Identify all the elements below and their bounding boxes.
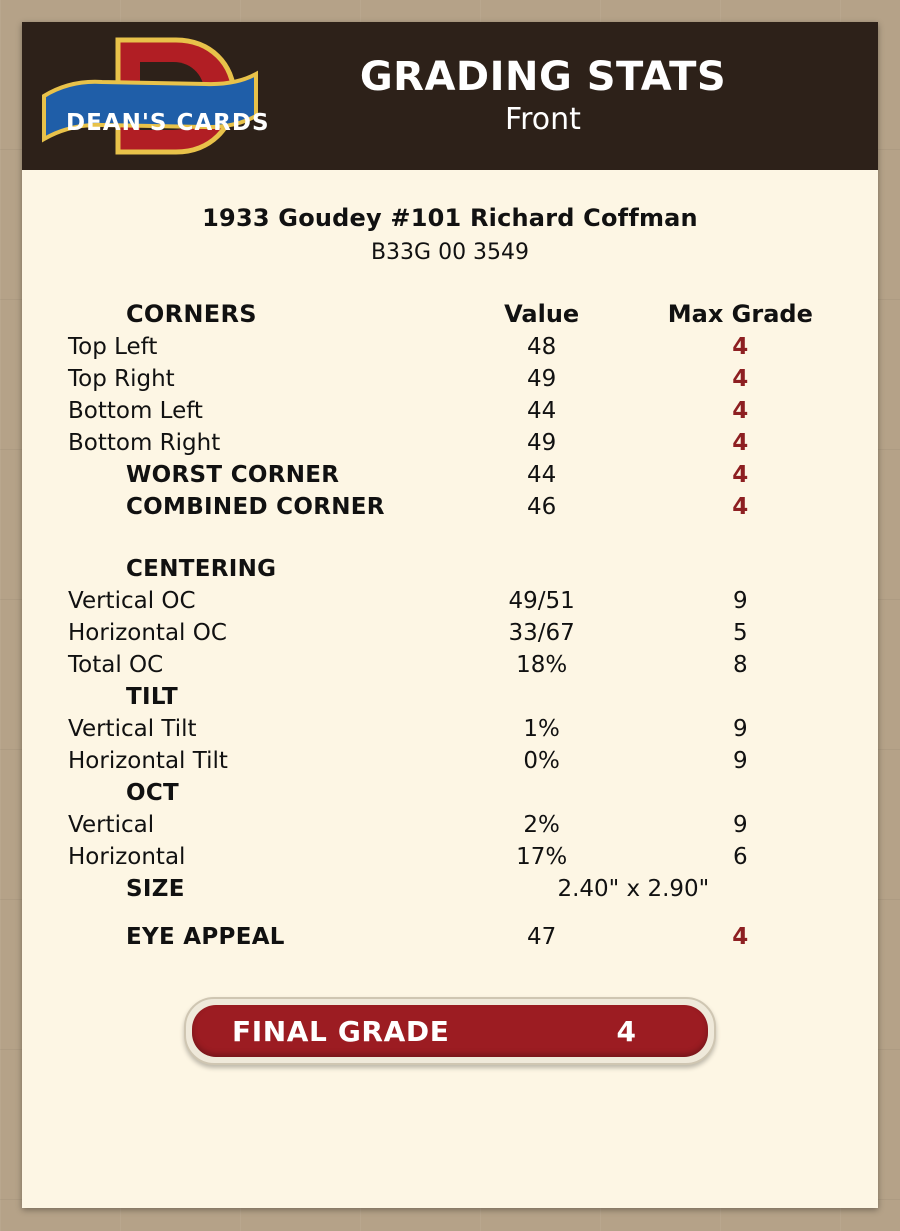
- row-grade-oct-vertical: 9: [732, 812, 748, 838]
- row-grade-eye-appeal: 4: [732, 924, 749, 950]
- size-section-header: SIZE: [126, 876, 185, 902]
- table-row: [68, 713, 832, 745]
- row-label-bottom-left: Bottom Left: [68, 398, 203, 424]
- page-subtitle: Front: [505, 101, 581, 137]
- final-grade-label: FINAL GRADE: [232, 1014, 450, 1048]
- table-row: [68, 841, 832, 873]
- column-header-max-grade: Max Grade: [667, 300, 813, 328]
- table-row: [68, 873, 832, 905]
- table-row: [68, 809, 832, 841]
- final-grade-area: [68, 997, 832, 1065]
- grading-report-sheet: [22, 22, 878, 1208]
- row-grade-total-oc: 8: [732, 652, 748, 678]
- row-label-top-left: Top Left: [68, 334, 158, 360]
- table-row: [68, 745, 832, 777]
- grading-stats-table: [68, 297, 832, 953]
- row-grade-top-right: 4: [732, 366, 749, 392]
- corners-section-header: CORNERS: [126, 300, 257, 328]
- column-header-value: Value: [504, 300, 580, 328]
- row-grade-horizontal-tilt: 9: [732, 748, 748, 774]
- row-value-horizontal-tilt: 0%: [523, 748, 560, 774]
- spacer: [68, 523, 832, 553]
- row-grade-vertical-tilt: 9: [732, 716, 748, 742]
- row-value-top-left: 48: [527, 334, 557, 360]
- table-row: [68, 331, 832, 363]
- table-row: [68, 617, 832, 649]
- oct-section-header: OCT: [126, 780, 180, 806]
- row-value-combined-corner: 46: [527, 494, 557, 520]
- table-row: [68, 777, 832, 809]
- table-row: [68, 585, 832, 617]
- row-label-oct-vertical: Vertical: [68, 812, 155, 838]
- row-label-vertical-oc: Vertical OC: [68, 588, 196, 614]
- table-row: [68, 921, 832, 953]
- row-value-horizontal-oc: 33/67: [508, 620, 575, 646]
- row-value-top-right: 49: [527, 366, 557, 392]
- row-label-horizontal-oc: Horizontal OC: [68, 620, 227, 646]
- table-row: [68, 491, 832, 523]
- final-grade-bar: [192, 1005, 708, 1057]
- table-row: [68, 427, 832, 459]
- row-value-oct-horizontal: 17%: [516, 844, 568, 870]
- row-value-bottom-left: 44: [527, 398, 557, 424]
- svg-text:DEAN'S CARDS: DEAN'S CARDS: [66, 110, 270, 136]
- table-row: [68, 681, 832, 713]
- row-grade-combined-corner: 4: [732, 494, 749, 520]
- row-grade-oct-horizontal: 6: [732, 844, 748, 870]
- table-row: [68, 363, 832, 395]
- row-value-vertical-tilt: 1%: [523, 716, 560, 742]
- card-serial: B33G 00 3549: [370, 240, 530, 265]
- final-grade-value: 4: [616, 1014, 636, 1048]
- table-row: [68, 553, 832, 585]
- row-label-oct-horizontal: Horizontal: [68, 844, 186, 870]
- report-body: [22, 170, 878, 1065]
- row-grade-top-left: 4: [732, 334, 749, 360]
- row-value-worst-corner: 44: [527, 462, 557, 488]
- page-title: GRADING STATS: [359, 53, 727, 100]
- row-value-total-oc: 18%: [516, 652, 568, 678]
- tilt-section-header: TILT: [126, 684, 178, 710]
- row-label-total-oc: Total OC: [68, 652, 164, 678]
- row-label-worst-corner: WORST CORNER: [126, 462, 340, 488]
- row-grade-horizontal-oc: 5: [732, 620, 748, 646]
- row-label-bottom-right: Bottom Right: [68, 430, 221, 456]
- centering-section-header: CENTERING: [126, 556, 277, 582]
- row-grade-bottom-right: 4: [732, 430, 749, 456]
- row-value-bottom-right: 49: [527, 430, 557, 456]
- row-value-eye-appeal: 47: [527, 924, 557, 950]
- row-grade-worst-corner: 4: [732, 462, 749, 488]
- table-row: [68, 459, 832, 491]
- row-label-horizontal-tilt: Horizontal Tilt: [68, 748, 228, 774]
- final-grade-frame: [184, 997, 716, 1065]
- row-label-combined-corner: COMBINED CORNER: [126, 494, 385, 520]
- row-value-oct-vertical: 2%: [523, 812, 560, 838]
- row-value-vertical-oc: 49/51: [508, 588, 575, 614]
- row-label-top-right: Top Right: [68, 366, 175, 392]
- row-label-vertical-tilt: Vertical Tilt: [68, 716, 197, 742]
- row-value-size: 2.40" x 2.90": [557, 876, 710, 902]
- card-title: 1933 Goudey #101 Richard Coffman: [202, 204, 698, 232]
- deans-cards-logo: [22, 22, 278, 170]
- report-header: [22, 22, 878, 170]
- eye-appeal-section-header: EYE APPEAL: [126, 924, 285, 950]
- row-grade-bottom-left: 4: [732, 398, 749, 424]
- table-header-row: [68, 297, 832, 331]
- spacer: [68, 905, 832, 921]
- header-title-block: [278, 53, 878, 137]
- table-row: [68, 395, 832, 427]
- row-grade-vertical-oc: 9: [732, 588, 748, 614]
- table-row: [68, 649, 832, 681]
